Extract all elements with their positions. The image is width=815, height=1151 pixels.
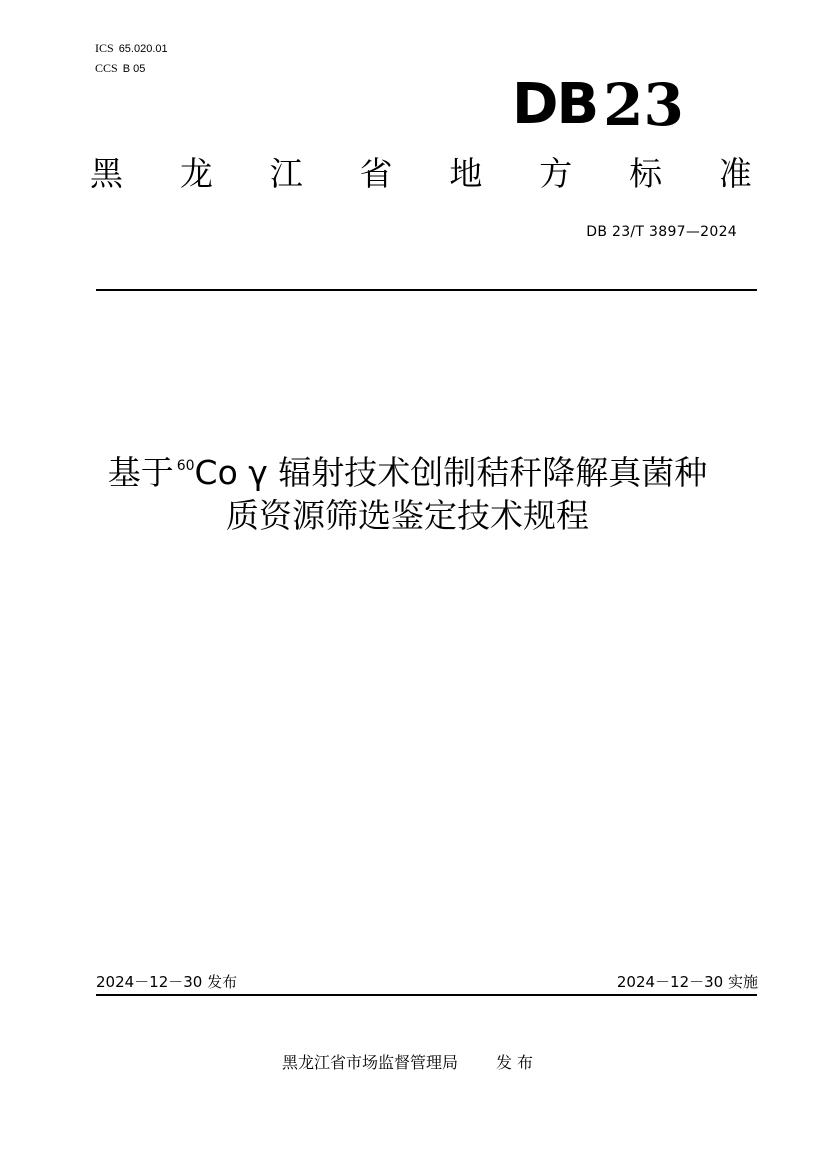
issuer-name: 黑龙江省市场监督管理局 xyxy=(281,1053,458,1072)
authority-char: 江 xyxy=(269,154,303,193)
issuer-line xyxy=(0,1052,815,1074)
authority-char: 龙 xyxy=(179,154,213,193)
ics-code xyxy=(95,40,168,57)
db-logo-letters: DB xyxy=(512,72,598,137)
isotope-mass-number: 60 xyxy=(176,458,195,474)
ccs-label: CCS xyxy=(95,61,118,75)
header-divider xyxy=(96,289,757,291)
title-line-1-rest: Co γ 辐射技术创制秸秆降解真菌种 xyxy=(194,453,708,492)
authority-char: 黑 xyxy=(90,154,123,193)
db-logo-number: 23 xyxy=(603,71,684,139)
authority-char: 标 xyxy=(629,154,663,193)
authority-char: 省 xyxy=(359,154,393,193)
publish-date: 2024－12－30 发布 xyxy=(96,973,238,991)
issuer-action: 发 布 xyxy=(495,1053,534,1072)
ics-value: 65.020.01 xyxy=(118,43,168,55)
implement-date: 2024－12－30 实施 xyxy=(616,973,758,991)
standard-authority xyxy=(90,152,752,196)
db-logo xyxy=(512,71,684,139)
footer-divider xyxy=(96,994,757,996)
ics-label: ICS xyxy=(95,41,114,55)
title-prefix: 基于 xyxy=(107,453,174,492)
ccs-code xyxy=(95,60,145,77)
authority-char: 准 xyxy=(718,154,752,193)
dates-row xyxy=(96,971,758,993)
title-line-2: 质资源筛选鉴定技术规程 xyxy=(226,496,589,535)
authority-char: 地 xyxy=(449,154,483,193)
ccs-value: B 05 xyxy=(122,63,146,75)
authority-char: 方 xyxy=(539,154,573,193)
title-line-1 xyxy=(60,444,755,495)
document-number: DB 23/T 3897—2024 xyxy=(586,224,737,240)
